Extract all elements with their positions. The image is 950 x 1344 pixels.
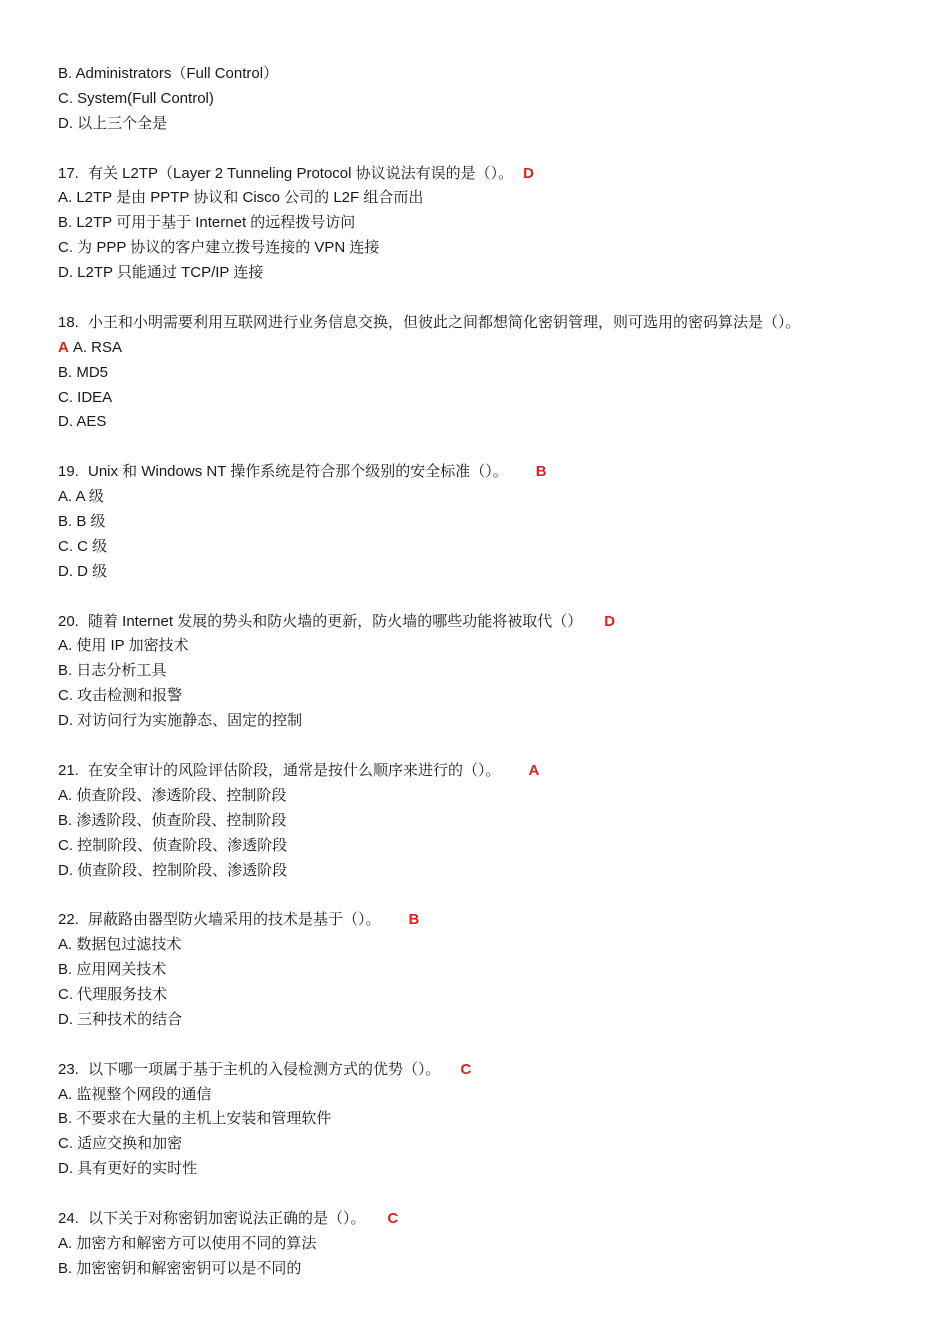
- option-line: D. D 级: [58, 562, 108, 580]
- option-line: C. 为 PPP 协议的客户建立拨号连接的 VPN 连接: [58, 239, 380, 257]
- question-number: 22.: [58, 911, 79, 929]
- question-number: 17.: [58, 164, 79, 182]
- answer-key: B: [408, 911, 420, 929]
- answer-key: A: [58, 338, 69, 356]
- option-line: C. 适应交换和加密: [58, 1135, 183, 1153]
- question-text: 小王和小明需要利用互联网进行业务信息交换，但彼此之间都想简化密钥管理，则可选用的密码算法是（）。: [88, 313, 801, 331]
- question-number: 21.: [58, 761, 79, 779]
- option-line: A. 监视整个网段的通信: [58, 1085, 212, 1103]
- question-number: 20.: [58, 612, 79, 630]
- option-line: D. L2TP 只能通过 TCP/IP 连接: [58, 264, 264, 282]
- question-text: 随着 Internet 发展的势头和防火墙的更新，防火墙的哪些功能将被取代（）: [88, 612, 583, 630]
- option-line: D. 三种技术的结合: [58, 1010, 183, 1028]
- question-title: [58, 460, 918, 485]
- option-line: B. 不要求在大量的主机上安装和管理软件: [58, 1110, 332, 1128]
- option-line: A. 侦查阶段、渗透阶段、控制阶段: [58, 786, 287, 804]
- answer-key: D: [523, 164, 534, 182]
- option-line: A. 使用 IP 加密技术: [58, 637, 189, 655]
- question-text: Unix 和 Windows NT 操作系统是符合那个级别的安全标准（）。: [88, 463, 508, 481]
- option-line: B. B 级: [58, 513, 106, 531]
- option-line: B. Administrators（Full Control）: [58, 65, 279, 82]
- question-number: 24.: [58, 1209, 79, 1227]
- option-line: A. 数据包过滤技术: [58, 936, 182, 954]
- question-number: 19.: [58, 463, 79, 481]
- option-line: B. MD5: [58, 363, 109, 381]
- option-line: C. 攻击检测和报警: [58, 687, 183, 705]
- option-line: D. AES: [58, 413, 107, 431]
- option-line: A. 加密方和解密方可以使用不同的算法: [58, 1234, 317, 1252]
- question-title: [58, 759, 918, 784]
- option-line: B. 加密密钥和解密密钥可以是不同的: [58, 1259, 302, 1277]
- option-line: D. 对访问行为实施静态、固定的控制: [58, 712, 303, 730]
- question-text: 屏蔽路由器型防火墙采用的技术是基于（）。: [88, 911, 381, 929]
- question-text: 以下哪一项属于基于主机的入侵检测方式的优势（）。: [88, 1060, 441, 1078]
- answer-key: B: [535, 463, 547, 481]
- question-text: 有关 L2TP（Layer 2 Tunneling Protocol 协议说法有误的是（）。: [88, 164, 514, 182]
- option-line: D. 具有更好的实时性: [58, 1160, 198, 1178]
- question-title: [58, 311, 918, 336]
- question-number: 18.: [58, 313, 79, 331]
- option-line: D. 侦查阶段、控制阶段、渗透阶段: [58, 861, 288, 879]
- option-text: A. RSA: [72, 338, 123, 356]
- option-line: C. IDEA: [58, 388, 113, 406]
- question-number: 23.: [58, 1060, 79, 1078]
- option-line: B. 日志分析工具: [58, 662, 167, 680]
- option-line: C. System(Full Control): [58, 89, 214, 107]
- option-line: A. L2TP 是由 PPTP 协议和 Cisco 公司的 L2F 组合而出: [58, 189, 424, 207]
- answer-key: C: [387, 1209, 399, 1227]
- question-text: 以下关于对称密钥加密说法正确的是（）。: [88, 1209, 366, 1227]
- answer-key: D: [604, 612, 616, 630]
- option-line: B. 应用网关技术: [58, 961, 167, 979]
- option-line: D. 以上三个全是: [58, 114, 168, 132]
- answer-key: A: [528, 761, 540, 779]
- option-line: [58, 336, 918, 361]
- option-line: A. A 级: [58, 488, 104, 506]
- question-title: [58, 610, 918, 635]
- question-title: [58, 1207, 918, 1232]
- option-line: C. 代理服务技术: [58, 985, 168, 1003]
- question-title: [58, 908, 918, 933]
- question-text: 在安全审计的风险评估阶段，通常是按什么顺序来进行的（）。: [88, 761, 501, 779]
- question-title: [58, 162, 918, 187]
- option-line: C. 控制阶段、侦查阶段、渗透阶段: [58, 836, 288, 854]
- option-line: B. L2TP 可用于基于 Internet 的远程拨号访问: [58, 214, 356, 232]
- option-line: C. C 级: [58, 537, 108, 555]
- question-title: [58, 1058, 918, 1083]
- answer-key: C: [460, 1060, 472, 1078]
- option-line: B. 渗透阶段、侦查阶段、控制阶段: [58, 811, 287, 829]
- document-page: [58, 62, 918, 1282]
